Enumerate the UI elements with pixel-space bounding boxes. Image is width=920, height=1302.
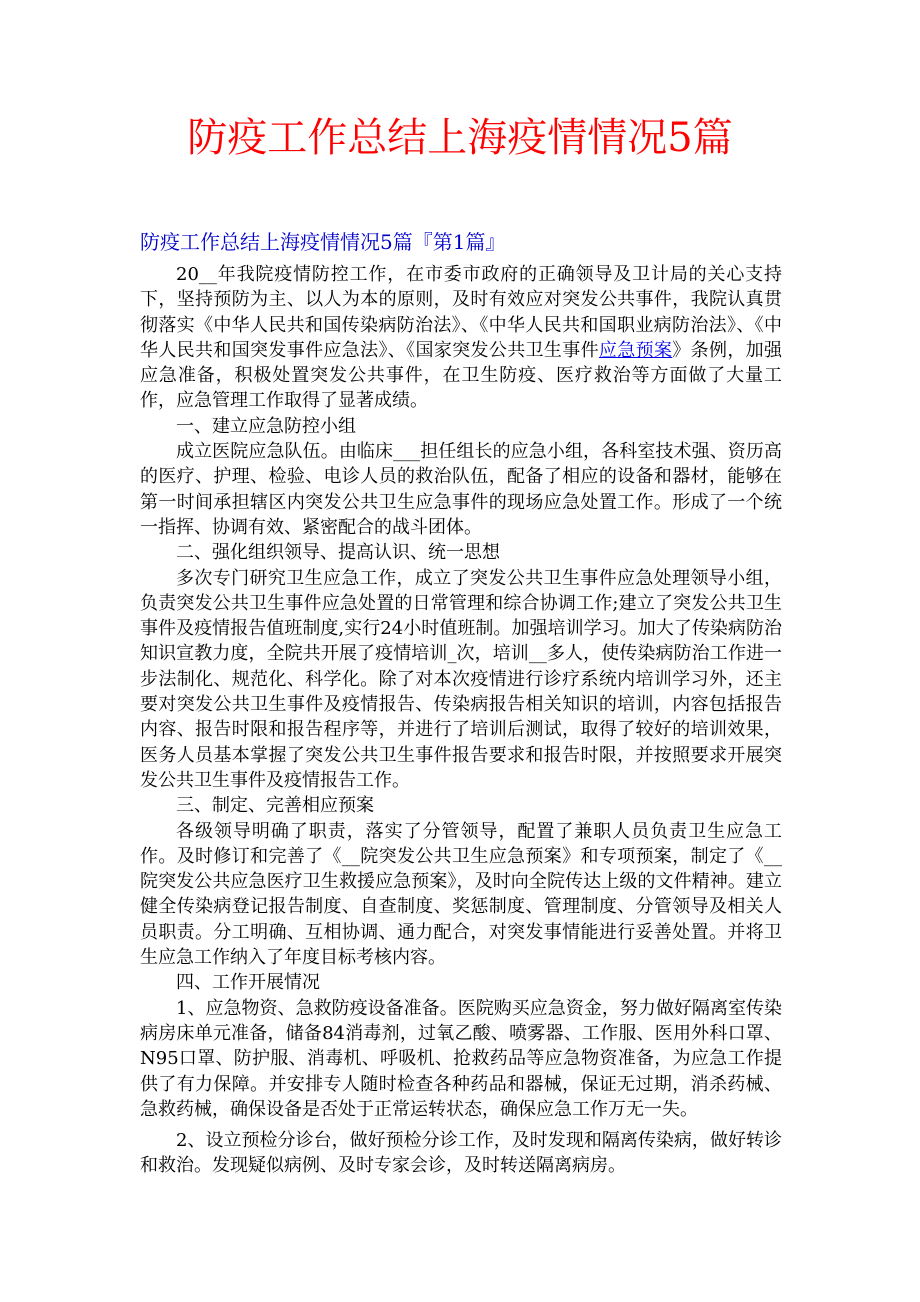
paragraph-2: 多次专门研究卫生应急工作，成立了突发公共卫生事件应急处理领导小组，负责突发公共卫生事件应急处置的日常管理和综合协调工作;建立了突发公共卫生事件及疫情报告值班制度,实行24小时值班制。加强培训学习。加大了传染病防治知识宣教力度，全院共开展了疫情培训_次，培训__多人，使传染病防治工作进一步法制化、规范化、科学化。除了对本次疫情进行诊疗系统内培训学习外，还主要对突发公共卫生事件及疫情报告、传染病报告相关知识的培训，内容包括报告内容、报告时限和报告程序等，并进行了培训后测试，取得了较好的培训效果，医务人员基本掌握了突发公共卫生事件报告要求和报告时限，并按照要求开展突发公共卫生事件及疫情报告工作。 [140,567,782,791]
section-heading-3: 三、制定、完善相应预案 [176,795,374,817]
paragraph-intro [140,262,782,414]
paragraph-4-item-1: 1、应急物资、急救防疫设备准备。医院购买应急资金，努力做好隔离室传染病房床单元准备，储备84消毒剂，过氧乙酸、喷雾器、工作服、医用外科口罩、N95口罩、防护服、消毒机、呼吸机、抢救药品等应急物资准备，为应急工作提供了有力保障。并安排专人随时检查各种药品和器械，保证无过期，消杀药械、急救药械，确保设备是否处于正常运转状态，确保应急工作万无一失。 [140,997,782,1120]
section-heading: 防疫工作总结上海疫情情况5篇『第1篇』 [140,230,506,254]
paragraph-1: 成立医院应急队伍。由临床___担任组长的应急小组，各科室技术强、资历高的医疗、护理、检验、电诊人员的救治队伍，配备了相应的设备和器材，能够在第一时间承担辖区内突发公共卫生应急事件的现场应急处置工作。形成了一个统一指挥、协调有效、紧密配合的战斗团体。 [140,441,782,538]
paragraph-intro-text: 20__年我院疫情防控工作，在市委市政府的正确领导及卫计局的关心支持下，坚持预防为主、以人为本的原则，及时有效应对突发公共事件，我院认真贯彻落实《中华人民共和国传染病防治法》、《中华人民共和国职业病防治法》、《中华人民共和国突发事件应急法》、《国家突发公共卫生事件 [140,264,782,361]
section-heading-4: 四、工作开展情况 [176,972,320,994]
paragraph-intro-text-end: 》条例，加强应急准备，积极处置突发公共事件，在卫生防疫、医疗救治等方面做了大量工作，应急管理工作取得了显著成绩。 [140,339,783,412]
paragraph-4-item-2: 2、设立预检分诊台，做好预检分诊工作，及时发现和隔离传染病，做好转诊和救治。发现疑似病例、及时专家会诊，及时转送隔离病房。 [140,1130,782,1177]
section-heading-1: 一、建立应急防控小组 [176,415,356,437]
section-heading-2: 二、强化组织领导、提高认识、统一思想 [176,542,500,564]
paragraph-3: 各级领导明确了职责，落实了分管领导，配置了兼职人员负责卫生应急工作。及时修订和完善了《__院突发公共卫生应急预案》和专项预案，制定了《__院突发公共应急医疗卫生救援应急预案》，及时向全院传达上级的文件精神。建立健全传染病登记报告制度、自查制度、奖惩制度、管理制度、分管领导及相关人员职责。分工明确、互相协调、通力配合，对突发事情能进行妥善处置。并将卫生应急工作纳入了年度目标考核内容。 [140,820,782,969]
document-body [140,262,782,1179]
document-title: 防疫工作总结上海疫情情况5篇 [187,115,733,161]
emergency-plan-link[interactable]: 应急预案 [598,339,673,361]
